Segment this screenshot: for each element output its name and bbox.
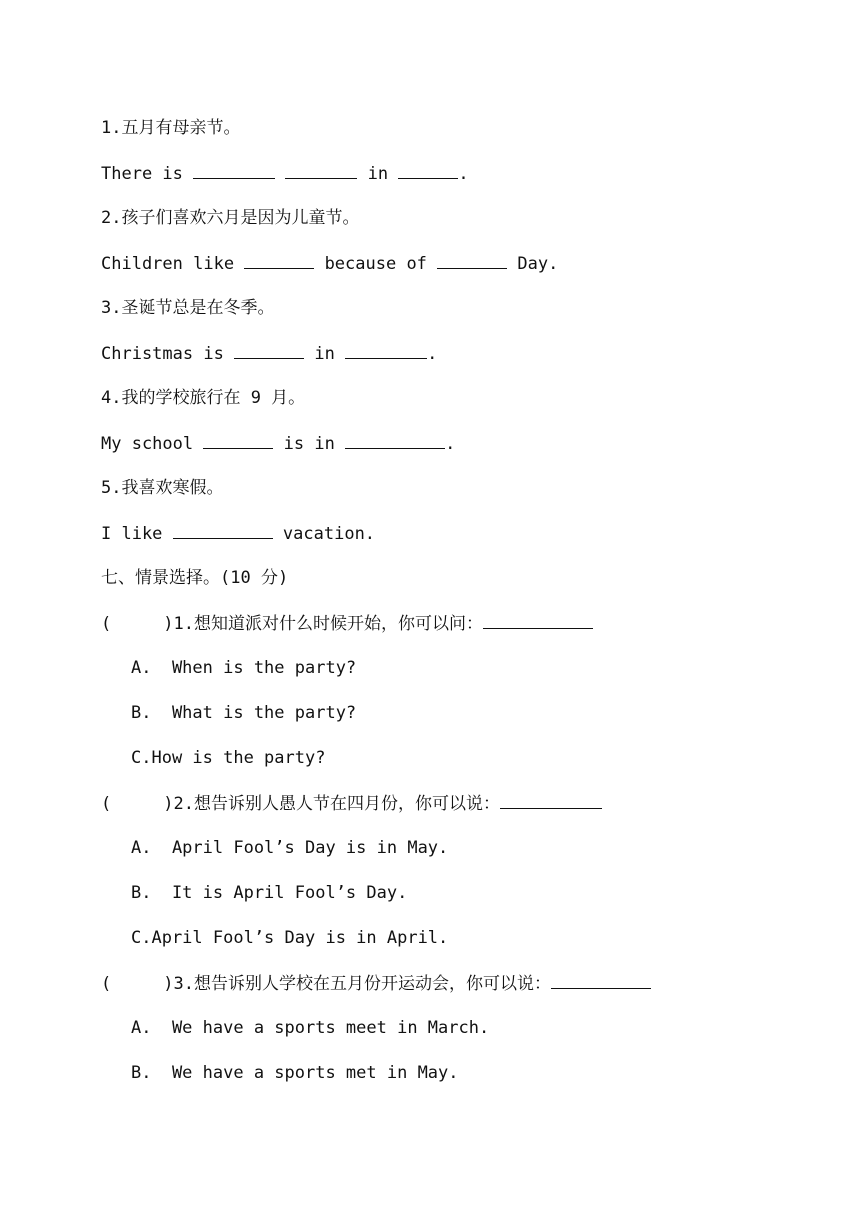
item-5-chinese: 5.我喜欢寒假。 xyxy=(101,478,224,498)
item-3-blank-1[interactable] xyxy=(234,342,304,359)
question-2-option-c: C.April Fool’s Day is in April. xyxy=(131,928,449,948)
item-3-blank-2[interactable] xyxy=(345,342,427,359)
item-2-english xyxy=(101,252,558,275)
item-4-blank-1[interactable] xyxy=(203,432,273,449)
item-5-blank-1[interactable] xyxy=(173,522,273,539)
item-5-text-b: vacation. xyxy=(282,524,376,544)
question-1-blank[interactable] xyxy=(483,612,593,629)
item-2-chinese: 2.孩子们喜欢六月是因为儿童节。 xyxy=(101,208,360,228)
item-4-blank-2[interactable] xyxy=(345,432,445,449)
item-1-text-a: There is xyxy=(101,164,183,184)
item-5-text-a: I like xyxy=(101,524,163,544)
item-4-text-a: My school xyxy=(101,434,194,454)
item-3-english xyxy=(101,342,437,365)
question-1-prompt: )1.想知道派对什么时候开始，你可以问： xyxy=(163,614,483,634)
question-1-option-a: A. When is the party? xyxy=(131,658,357,678)
question-2-paren: ( xyxy=(101,794,112,814)
item-1-text-b: in xyxy=(367,164,389,184)
item-1-blank-2[interactable] xyxy=(285,162,357,179)
item-3-text-a: Christmas is xyxy=(101,344,224,364)
question-3-paren: ( xyxy=(101,974,112,994)
question-3-blank[interactable] xyxy=(551,972,651,989)
question-2-option-b: B. It is April Fool’s Day. xyxy=(131,883,408,903)
question-3-option-a: A. We have a sports meet in March. xyxy=(131,1018,490,1038)
item-3-text-b: in xyxy=(314,344,335,364)
question-3 xyxy=(101,972,651,995)
section-heading: 七、情景选择。(10 分) xyxy=(101,568,289,588)
question-1-paren: ( xyxy=(101,614,112,634)
item-4-text-c: . xyxy=(445,434,456,454)
question-1-option-b: B. What is the party? xyxy=(131,703,357,723)
item-1-english xyxy=(101,162,469,185)
question-3-option-b: B. We have a sports met in May. xyxy=(131,1063,459,1083)
item-1-blank-3[interactable] xyxy=(398,162,458,179)
question-2-blank[interactable] xyxy=(500,792,602,809)
question-3-prompt: )3.想告诉别人学校在五月份开运动会，你可以说： xyxy=(163,974,551,994)
item-1-chinese: 1.五月有母亲节。 xyxy=(101,118,241,138)
question-1-option-c: C.How is the party? xyxy=(131,748,326,768)
item-5-english xyxy=(101,522,375,545)
item-1-blank-1[interactable] xyxy=(193,162,275,179)
item-3-chinese: 3.圣诞节总是在冬季。 xyxy=(101,298,275,318)
question-2 xyxy=(101,792,602,815)
item-4-chinese: 4.我的学校旅行在 9 月。 xyxy=(101,388,306,408)
item-2-blank-1[interactable] xyxy=(244,252,314,269)
item-4-english xyxy=(101,432,455,455)
question-2-option-a: A. April Fool’s Day is in May. xyxy=(131,838,449,858)
item-2-text-c: Day. xyxy=(517,254,559,274)
question-2-prompt: )2.想告诉别人愚人节在四月份，你可以说： xyxy=(163,794,500,814)
question-1 xyxy=(101,612,593,635)
item-2-blank-2[interactable] xyxy=(437,252,507,269)
item-3-text-c: . xyxy=(427,344,438,364)
item-2-text-b: because of xyxy=(324,254,427,274)
item-1-text-c: . xyxy=(458,164,469,184)
item-4-text-b: is in xyxy=(283,434,335,454)
item-2-text-a: Children like xyxy=(101,254,235,274)
